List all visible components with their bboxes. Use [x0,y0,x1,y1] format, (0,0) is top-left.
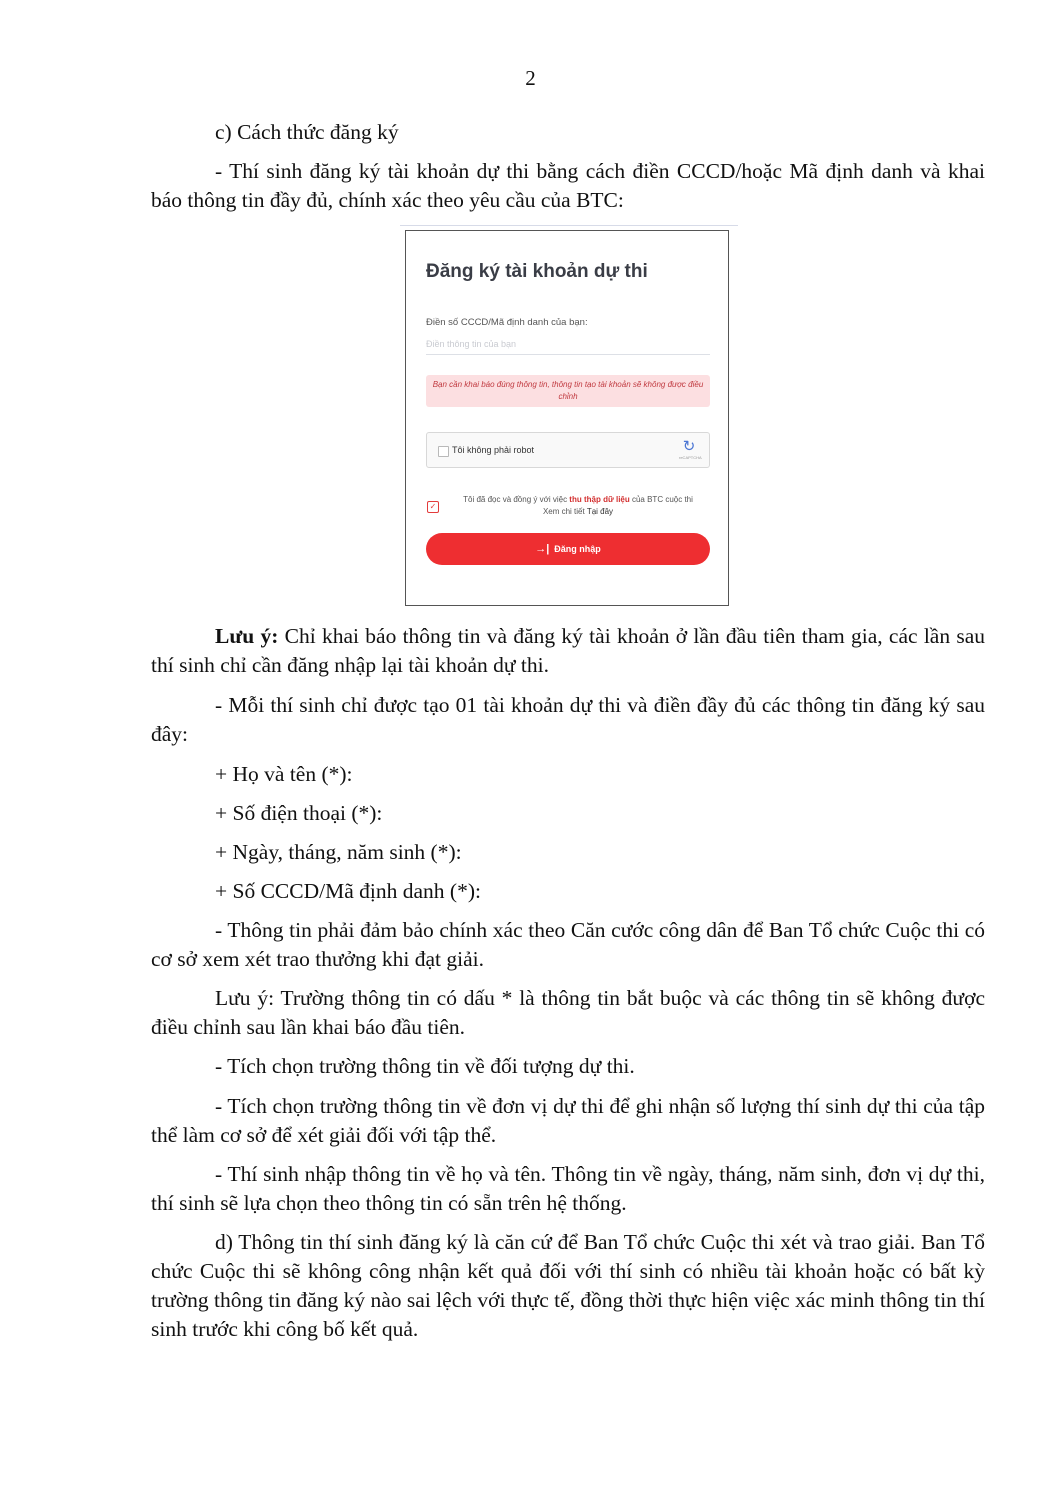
note-label: Lưu ý: [215,624,279,648]
tick-target-paragraph: - Tích chọn trường thông tin về đối tượng dự thi. [215,1054,635,1078]
tick-unit-paragraph: - Tích chọn trường thông tin về đơn vị dự thi để ghi nhận số lượng thí sinh dự thi của tập thể làm cơ sở để xét giải đối với tập thể. [151,1094,985,1147]
accuracy-paragraph: - Thông tin phải đảm bảo chính xác theo Căn cước công dân để Ban Tổ chức Cuộc thi có cơ sở xem xét trao thưởng khi đạt giải. [151,918,985,971]
agree-suffix: của BTC cuộc thi [629,495,693,504]
cccd-input[interactable] [426,334,710,355]
checkmark-icon: ✓ [429,502,437,511]
form-title: Đăng ký tài khoản dự thi [426,261,648,282]
agree-link[interactable]: Tại đây [586,507,614,516]
section-c-intro: - Thí sinh đăng ký tài khoản dự thi bằng cách điền CCCD/hoặc Mã định danh và khai báo thông tin đầy đủ, chính xác theo yêu cầu của BTC: [151,159,985,212]
field-item: + Số CCCD/Mã định danh (*): [215,879,481,903]
screenshot-top-rule [400,225,738,226]
field-item: + Họ và tên (*): [215,762,353,786]
section-c-heading: c) Cách thức đăng ký [215,120,399,144]
recaptcha-brand: reCAPTCHA [679,455,702,460]
section-d-paragraph: d) Thông tin thí sinh đăng ký là căn cứ để Ban Tổ chức Cuộc thi xét và trao giải. Ban Tổ chức Cuộc thi sẽ không công nhận kết quả đối với thí sinh có nhiều tài khoản hoặc có bất kỳ trường thông tin đăng ký nào sai lệch với thực tế, đồng thời thực hiện việc xác minh thông tin thí sinh trước khi công bố kết quả. [151,1230,985,1341]
note2-paragraph: Lưu ý: Trường thông tin có dấu * là thông tin bắt buộc và các thông tin sẽ không được điều chỉnh sau lần khai báo đầu tiên. [151,986,985,1039]
agree-checkbox[interactable] [427,501,439,513]
agree-detail: Xem chi tiết [542,507,587,516]
enter-name-paragraph: - Thí sinh nhập thông tin về họ và tên. Thông tin về ngày, tháng, năm sinh, đơn vị dự thi, thí sinh sẽ lựa chọn theo thông tin có sẵn trên hệ thống. [151,1162,985,1215]
cccd-field-label: Điền số CCCD/Mã định danh của bạn: [426,317,588,328]
login-button[interactable] [426,533,710,565]
recaptcha-icon: ↻ reCAPTCHA [679,438,702,460]
warning-banner [426,375,710,407]
recaptcha-widget[interactable] [426,432,710,468]
login-button-label: Đăng nhập [554,544,601,554]
warning-text: Bạn cần khai báo đúng thông tin, thông tin tạo tài khoản sẽ không được điều chỉnh [432,380,704,401]
note-paragraph [151,622,985,680]
login-icon: →| [535,543,550,555]
note-text: Chỉ khai báo thông tin và đăng ký tài khoản ở lần đầu tiên tham gia, các lần sau thí sinh chỉ cần đăng nhập lại tài khoản dự thi. [151,624,986,677]
captcha-checkbox[interactable] [438,446,449,457]
agree-highlight: thu thập dữ liệu [569,495,630,504]
captcha-label: Tôi không phải robot [452,445,535,455]
register-form-screenshot [405,230,729,606]
field-item: + Ngày, tháng, năm sinh (*): [215,840,462,864]
one-account-paragraph: - Mỗi thí sinh chỉ được tạo 01 tài khoản dự thi và điền đầy đủ các thông tin đăng ký sau đây: [151,693,985,746]
agree-text [446,494,710,518]
field-item: + Số điện thoại (*): [215,801,383,825]
page-number: 2 [525,66,536,90]
agree-prefix: Tôi đã đọc và đồng ý với việc [463,495,570,504]
